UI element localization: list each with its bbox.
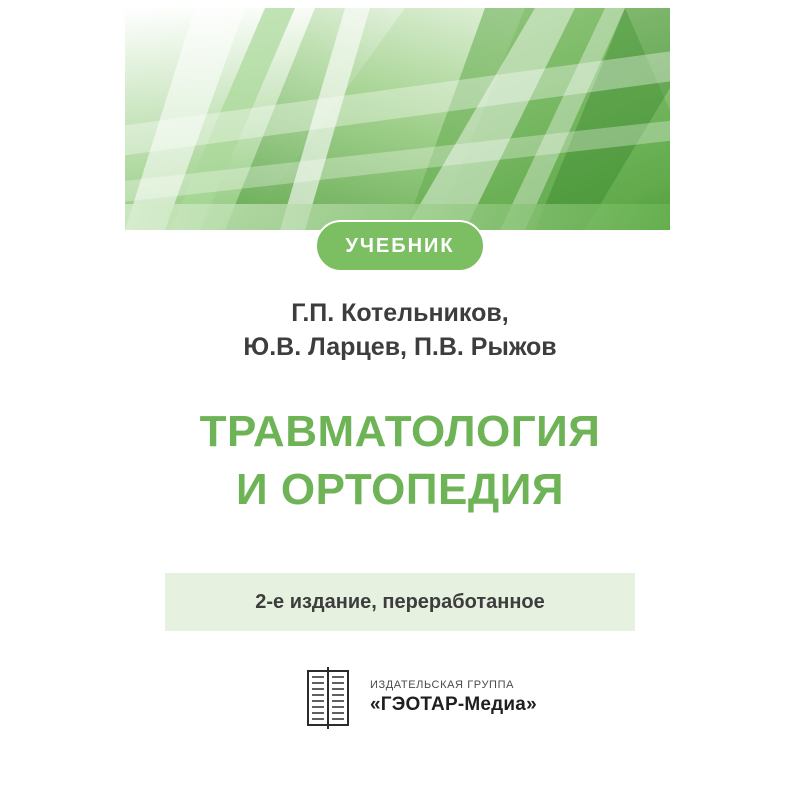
author-line-1: Г.П. Котельников, — [291, 299, 509, 327]
author-line-2: Ю.В. Ларцев, П.В. Рыжов — [243, 333, 557, 361]
title-line-2: И ОРТОПЕДИЯ — [236, 465, 564, 514]
authors-block — [105, 296, 695, 364]
edition-label: 2-е издание, переработанное — [255, 590, 545, 613]
publisher-group-label: ИЗДАТЕЛЬСКАЯ ГРУППА — [370, 679, 515, 692]
publisher-block — [300, 663, 630, 733]
book-title — [105, 403, 695, 519]
edition-band — [165, 573, 635, 631]
abstract-green-ribbons-graphic — [105, 8, 695, 233]
textbook-badge-label: УЧЕБНИК — [345, 234, 455, 257]
textbook-badge — [315, 220, 485, 272]
geotar-book-mark-icon — [300, 667, 356, 729]
cover-banner-artwork — [105, 8, 695, 233]
book-cover — [105, 8, 695, 793]
title-line-1: ТРАВМАТОЛОГИЯ — [199, 407, 601, 456]
publisher-text — [370, 679, 537, 717]
publisher-name: «ГЭОТАР-Медиа» — [370, 694, 537, 715]
